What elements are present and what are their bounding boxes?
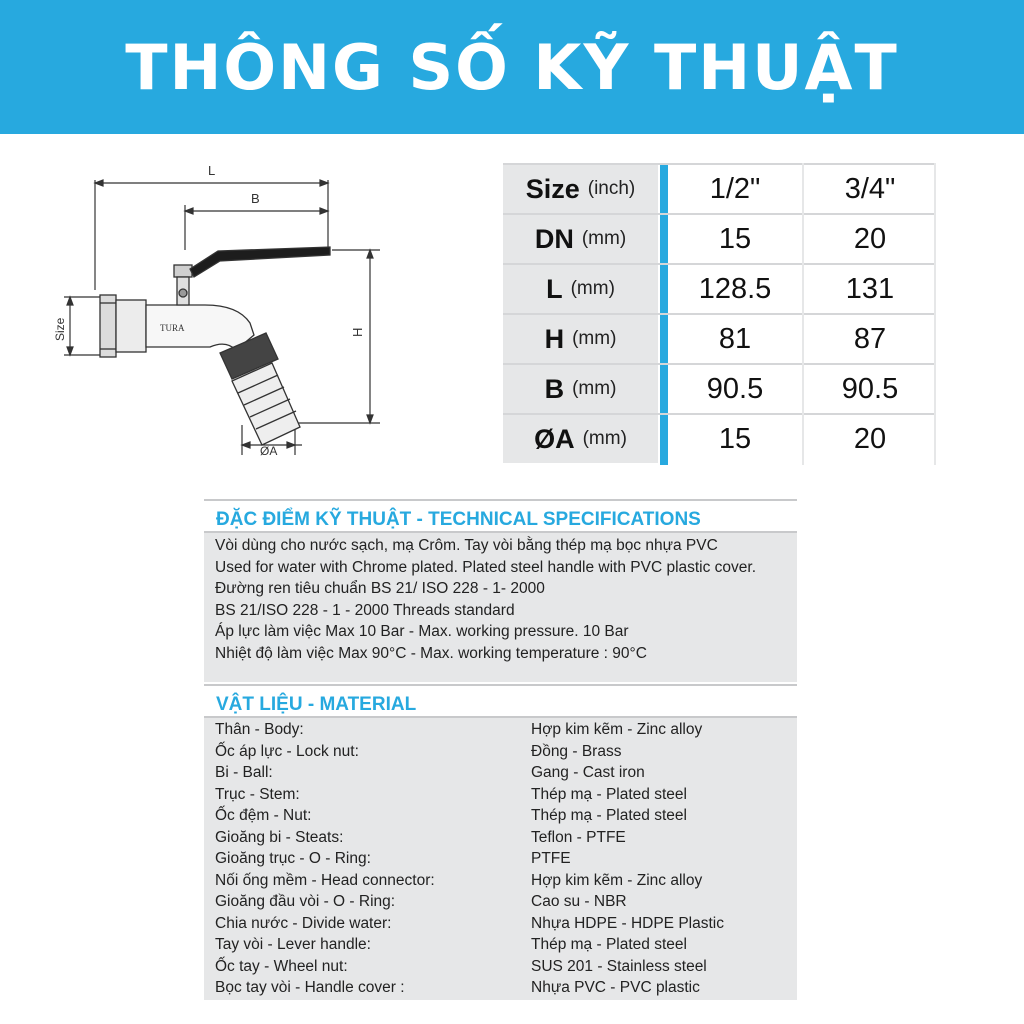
material-part: Ốc áp lực - Lock nut: — [215, 742, 359, 760]
row-key: ØA — [534, 423, 575, 454]
diagram-label-size: Size — [53, 317, 67, 341]
material-value: Nhựa HDPE - HDPE Plastic — [531, 914, 724, 932]
material-part: Chia nước - Divide water: — [215, 914, 392, 932]
value-half-inch: 81 — [668, 315, 802, 363]
material-row — [204, 741, 797, 763]
value-half-inch: 1/2" — [668, 165, 802, 213]
row-key: H — [544, 323, 565, 354]
row-key: B — [544, 373, 565, 404]
table-row — [503, 365, 936, 415]
material-part: Gioăng đầu vòi - O - Ring: — [215, 893, 396, 910]
row-key: Size — [525, 173, 580, 204]
spec-line: Nhiệt độ làm việc Max 90°C - Max. working temperature : 90°C — [215, 644, 647, 662]
material-part: Thân - Body: — [215, 721, 304, 738]
table-row — [503, 415, 936, 465]
material-value: Hợp kim kẽm - Zinc alloy — [531, 721, 703, 738]
technical-specs-heading: ĐẶC ĐIỂM KỸ THUẬT - TECHNICAL SPECIFICATIONS — [204, 499, 797, 533]
material-value: Thép mạ - Plated steel — [531, 785, 687, 803]
row-divider — [503, 413, 936, 415]
material-value: Cao su - NBR — [531, 893, 627, 910]
material-row — [204, 934, 797, 956]
technical-specs-section — [204, 499, 797, 682]
row-divider — [503, 313, 936, 315]
material-section — [204, 684, 797, 1000]
material-value: Thép mạ - Plated steel — [531, 807, 687, 824]
valve-body — [100, 247, 330, 445]
material-value: Đồng - Brass — [531, 742, 622, 760]
value-three-quarter-inch: 20 — [804, 415, 936, 463]
page-title: THÔNG SỐ KỸ THUẬT — [125, 30, 899, 104]
spec-line: Vòi dùng cho nước sạch, mạ Crôm. Tay vòi bằng thép mạ bọc nhựa PVC — [215, 537, 718, 554]
row-label — [503, 215, 658, 263]
table-right-edge — [934, 163, 936, 465]
material-value: Thép mạ - Plated steel — [531, 936, 687, 953]
material-row — [204, 891, 797, 913]
material-row — [204, 870, 797, 892]
material-part: Ốc đệm - Nut: — [215, 807, 312, 824]
value-half-inch: 128.5 — [668, 265, 802, 313]
table-row — [503, 215, 936, 265]
material-value: Nhựa PVC - PVC plastic — [531, 979, 700, 996]
material-row — [204, 956, 797, 978]
material-part: Tay vòi - Lever handle: — [215, 936, 371, 953]
row-unit: (inch) — [587, 178, 636, 199]
row-label — [503, 165, 658, 213]
material-row — [204, 762, 797, 784]
title-banner — [0, 0, 1024, 134]
material-part: Ốc tay - Wheel nut: — [215, 957, 348, 975]
diagram-label-oa: ØA — [260, 444, 278, 458]
row-label — [503, 265, 658, 313]
diagram-label-h: H — [350, 327, 365, 337]
diagram-label-l: L — [208, 163, 216, 178]
material-value: Gang - Cast iron — [531, 764, 645, 781]
material-value: Teflon - PTFE — [531, 828, 626, 846]
row-key: L — [546, 273, 563, 304]
row-unit: (mm) — [572, 328, 617, 349]
material-part: Gioăng trục - O - Ring: — [215, 850, 371, 867]
row-unit: (mm) — [572, 378, 617, 399]
material-row — [204, 977, 797, 999]
row-divider — [503, 213, 936, 215]
spec-line: Áp lực làm việc Max 10 Bar - Max. working pressure. 10 Bar — [215, 623, 629, 640]
table-row — [503, 315, 936, 365]
value-three-quarter-inch: 3/4" — [804, 165, 936, 213]
material-part: Bi - Ball: — [215, 764, 273, 781]
material-value: Hợp kim kẽm - Zinc alloy — [531, 871, 703, 889]
value-three-quarter-inch: 87 — [804, 315, 936, 363]
spec-line: Used for water with Chrome plated. Plated steel handle with PVC plastic cover. — [215, 558, 757, 576]
value-half-inch: 90.5 — [668, 365, 802, 413]
row-unit: (mm) — [581, 228, 627, 249]
diagram-brand: TURA — [160, 323, 185, 333]
value-half-inch: 15 — [668, 415, 802, 463]
row-label — [503, 315, 658, 363]
row-divider — [503, 263, 936, 265]
diagram-label-b: B — [251, 191, 260, 206]
material-row — [204, 913, 797, 935]
value-half-inch: 15 — [668, 215, 802, 263]
value-three-quarter-inch: 131 — [804, 265, 936, 313]
material-value: PTFE — [531, 850, 571, 867]
row-unit: (mm) — [570, 278, 615, 299]
row-divider — [503, 363, 936, 365]
value-three-quarter-inch: 20 — [804, 215, 936, 263]
material-part: Bọc tay vòi - Handle cover : — [215, 979, 405, 996]
row-label — [503, 415, 658, 463]
material-row — [204, 719, 797, 741]
valve-diagram — [40, 155, 400, 475]
material-row — [204, 827, 797, 849]
table-row — [503, 165, 936, 215]
row-divider — [503, 163, 936, 165]
material-part: Gioăng bi - Steats: — [215, 828, 344, 846]
material-row — [204, 848, 797, 870]
material-part: Nối ống mềm - Head connector: — [215, 871, 435, 889]
dimension-table — [503, 163, 936, 465]
spec-line: BS 21/ISO 228 - 1 - 2000 Threads standard — [215, 601, 515, 619]
table-row — [503, 265, 936, 315]
row-unit: (mm) — [582, 428, 627, 449]
row-label — [503, 365, 658, 413]
column-divider — [802, 163, 804, 465]
material-row — [204, 784, 797, 806]
value-three-quarter-inch: 90.5 — [804, 365, 936, 413]
material-value: SUS 201 - Stainless steel — [531, 957, 707, 975]
material-part: Trục - Stem: — [215, 785, 300, 803]
material-heading: VẬT LIỆU - MATERIAL — [204, 684, 797, 718]
spec-line: Đường ren tiêu chuẩn BS 21/ ISO 228 - 1- 2000 — [215, 580, 545, 597]
row-key: DN — [534, 223, 574, 254]
material-row — [204, 805, 797, 827]
